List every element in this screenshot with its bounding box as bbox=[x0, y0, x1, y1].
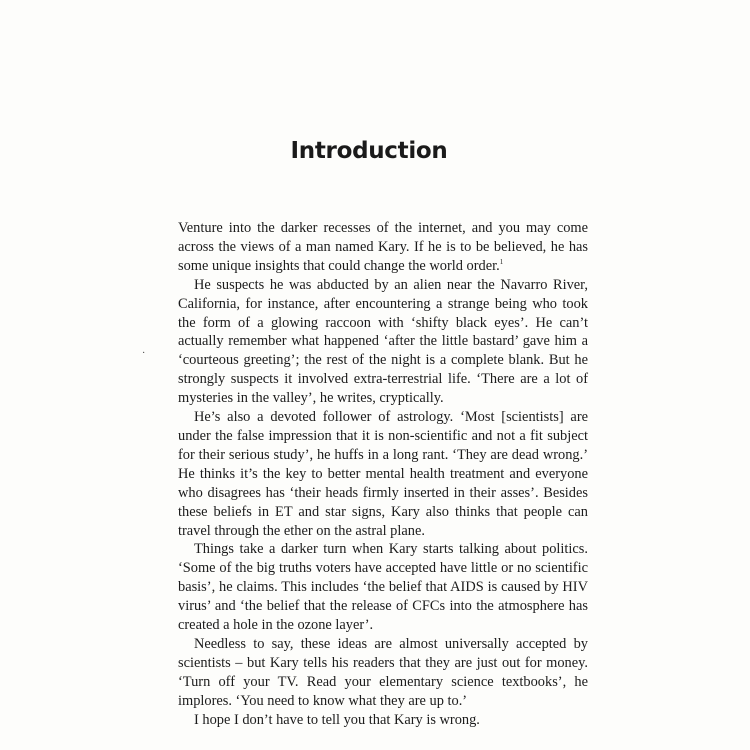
paragraph-1-text: Venture into the darker recesses of the internet, and you may come across the views of a man named Kary. If he is to be believed, he has some unique insights that could change the world order. bbox=[178, 220, 588, 274]
paragraph-1 bbox=[178, 219, 588, 276]
chapter-body bbox=[178, 219, 588, 729]
paragraph-2: He suspects he was abducted by an alien near the Navarro River, California, for instance, after encountering a strange being who took the form of a glowing raccoon with ‘shifty black eyes’. He can’t actually remember what happened ‘after the little bastard’ gave him a ‘courteous greeting’; the rest of the night is a complete blank. But he strongly suspects it involved extra-terrestrial life. ‘There are a lot of mysteries in the valley’, he writes, cryptically. bbox=[178, 276, 588, 407]
paragraph-5: Needless to say, these ideas are almost universally accepted by scientists – but Kary tells his readers that they are just out for money. ‘Turn off your TV. Read your elementary science textbooks’, he implores. ‘You need to know what they are up to.’ bbox=[178, 635, 588, 709]
paragraph-3: He’s also a devoted follower of astrology. ‘Most [scientists] are under the false impression that it is non-scientific and not a fit subject for their serious study’, he huffs in a long rant. ‘They are dead wrong.’ He thinks it’s the key to better mental health treatment and everyone who disagrees has ‘their heads firmly inserted in their asses’. Besides these beliefs in ET and star signs, Kary also thinks that people can travel through the ether on the astral plane. bbox=[178, 409, 588, 539]
footnote-marker: 1 bbox=[499, 258, 504, 267]
paragraph-4: Things take a darker turn when Kary starts talking about politics. ‘Some of the big truths voters have accepted have little or no scientific basis’, he claims. This includes ‘the belief that AIDS is caused by HIV virus’ and ‘the belief that the release of CFCs into the atmosphere has created a hole in the ozone layer’. bbox=[178, 541, 588, 634]
paragraph-6: I hope I don’t have to tell you that Kary is wrong. bbox=[194, 711, 480, 728]
chapter-heading: Introduction bbox=[290, 138, 448, 164]
margin-speck: · bbox=[142, 348, 146, 359]
